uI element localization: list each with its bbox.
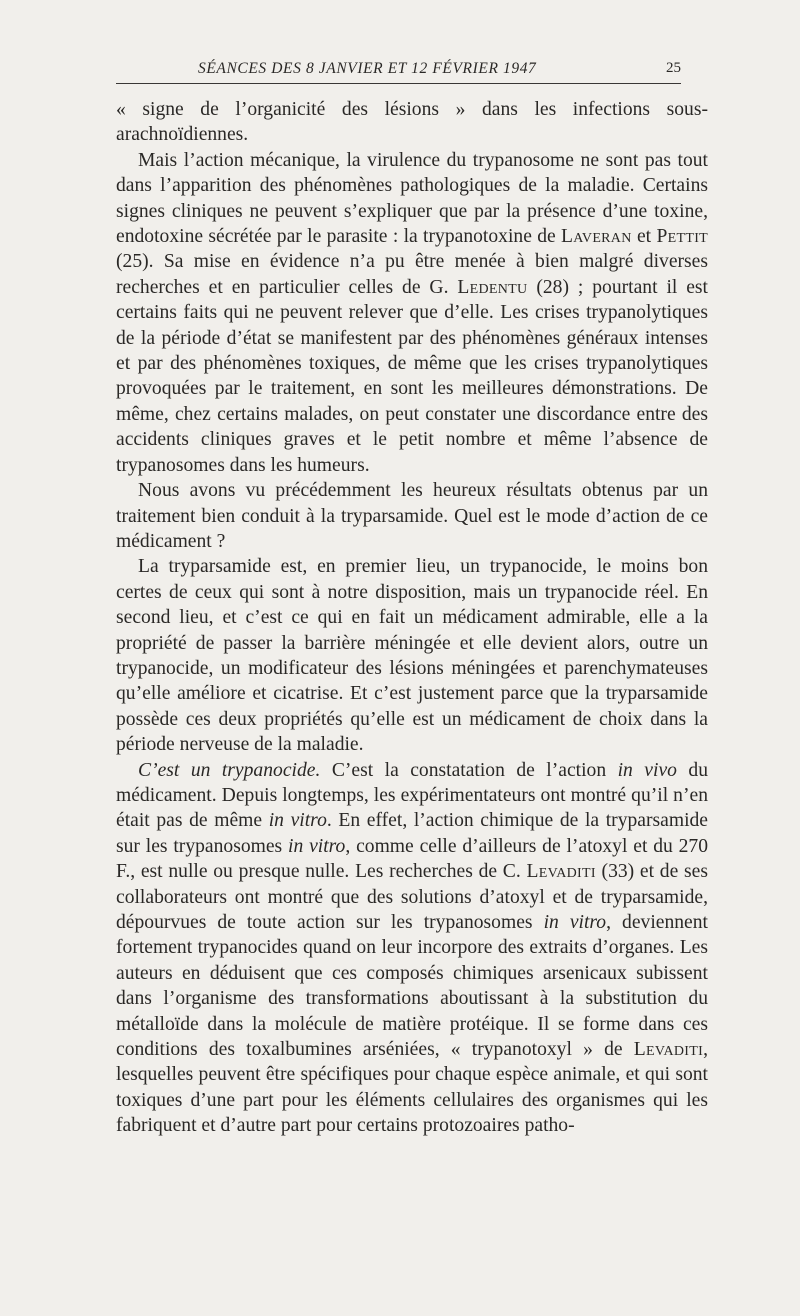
text-run: Mais l’action mécanique, la virulence du trypanosome ne sont pas tout dans l’apparition des phénomènes pathologiques de la maladie. Certains signes cliniques ne peuvent s’expliquer que par la présence d’une toxine, endotoxine sécrétée par le parasite : la trypanotoxine de: [116, 149, 708, 248]
text-run: « signe de l’organicité des lésions » dans les infections sous-arachnoïdiennes.: [116, 99, 708, 146]
text-run: , deviennent fortement trypanocides quand on leur incorpore des extraits d’organes. Les auteurs en déduisent que ces composés chimiques arsenicaux subissent dans l’organisme des transformations aboutissant à la substitution du métalloïde dans la molécule de matière protéique. Il se forme dans ces conditions des toxalbumines arséniées, « trypanotoxyl » de: [116, 912, 708, 1061]
body-text: [116, 97, 708, 1139]
text-run: C’est la constatation de l’action: [320, 759, 618, 781]
paragraph: [116, 97, 708, 148]
author-name: Laveran: [561, 226, 632, 248]
paragraph: [116, 758, 708, 1139]
running-title: SÉANCES DES 8 JANVIER ET 12 FÉVRIER 1947: [198, 60, 537, 77]
text-run: du médicament. Depuis longtemps, les expérimentateurs ont montré qu’il n’en était pas de même: [116, 759, 709, 832]
paragraph: [116, 554, 708, 757]
text-run: (25). Sa mise en évidence n’a pu être menée à bien malgré diverses recherches et en particulier celles de G.: [116, 251, 708, 298]
italic-text: in vitro: [288, 835, 346, 857]
running-header: [116, 56, 681, 84]
author-name: Levaditi: [633, 1039, 704, 1061]
header-rule: [116, 83, 681, 84]
page-number: 25: [666, 60, 681, 76]
text-run: Nous avons vu précédemment les heureux résultats obtenus par un traitement bien conduit à la tryparsamide. Quel est le mode d’action de ce médicament ?: [116, 480, 708, 552]
text-run: (33) et de ses collaborateurs ont montré que des solutions d’atoxyl et de tryparsamide, dépourvues de toute action sur les trypanosomes: [116, 861, 708, 933]
text-run: , comme celle d’ailleurs de l’atoxyl et du 270 F., est nulle ou presque nulle. Les recherches de C.: [116, 835, 709, 883]
author-name: Ledentu: [457, 276, 528, 298]
italic-text: C’est un trypanocide.: [138, 759, 321, 781]
text-run: et: [631, 226, 657, 248]
paragraph: [116, 148, 708, 478]
italic-text: in vivo: [617, 759, 677, 781]
text-run: , lesquelles peuvent être spécifiques pour chaque espèce animale, et qui sont toxiques d’une part pour les éléments cellulaires des organismes qui les fabriquent et d’autre part pour certains protozoaires patho-: [116, 1039, 708, 1137]
text-run: La tryparsamide est, en premier lieu, un trypanocide, le moins bon certes de ceux qui sont à notre disposition, mais un trypanocide réel. En second lieu, et c’est ce qui en fait un médicament admirable, elle a la propriété de passer la barrière méningée et elle devient alors, outre un trypanocide, un modificateur des lésions méningées et parenchymateuses qu’elle améliore et cicatrise. Et c’est justement parce que la tryparsamide possède ces deux propriétés qu’elle est un médicament de choix dans la période nerveuse de la maladie.: [116, 556, 708, 756]
italic-text: in vitro: [268, 810, 327, 832]
text-run: . En effet, l’action chimique de la tryparsamide sur les trypanosomes: [116, 810, 709, 857]
author-name: Levaditi: [526, 861, 596, 883]
paragraph: [116, 478, 708, 554]
author-name: Pettit: [656, 226, 709, 248]
text-run: (28) ; pourtant il est certains faits qui ne peuvent relever que d’elle. Les crises trypanolytiques de la période d’état se manifestent par des phénomènes généraux intenses et par des phénomènes toxiques, de même que les crises trypanolytiques provoquées par le traitement, en sont les meilleures démonstrations. De même, chez certains malades, on peut constater une discordance entre des accidents cliniques graves et le petit nombre et même l’absence de trypanosomes dans les humeurs.: [116, 276, 708, 476]
italic-text: in vitro: [543, 912, 607, 933]
